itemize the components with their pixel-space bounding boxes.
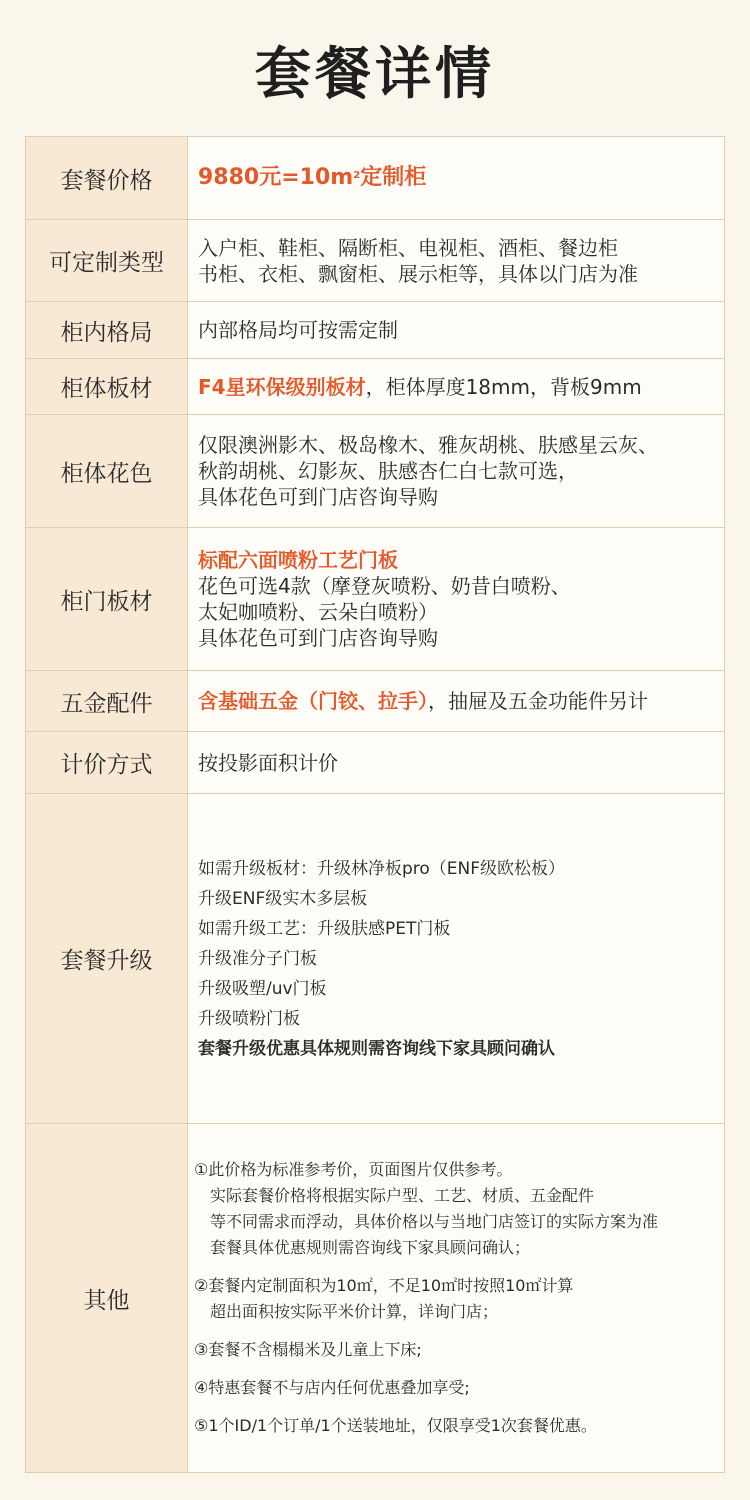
row-content xyxy=(188,528,724,670)
text-line: F4星环保级别板材，柜体厚度18mm，背板9mm xyxy=(198,374,642,399)
row-label: 柜门板材 xyxy=(26,528,188,670)
highlight-text: 含基础五金（门铰、拉手） xyxy=(198,689,428,713)
other-item-4: ④特惠套餐不与店内任何优惠叠加享受; xyxy=(194,1378,470,1397)
other-item-3: ③套餐不含榻榻米及儿童上下床; xyxy=(194,1340,422,1359)
text-line: 仅限澳洲影木、极岛橡木、雅灰胡桃、肤感星云灰、 xyxy=(198,433,658,457)
row-other xyxy=(26,1124,724,1472)
row-interior-layout xyxy=(26,302,724,359)
row-package-upgrade xyxy=(26,794,724,1124)
other-item-5: ⑤1个ID/1个订单/1个送装地址，仅限享受1次套餐优惠。 xyxy=(194,1416,597,1435)
upgrade-line: 如需升级工艺：升级肤感PET门板 xyxy=(198,918,451,939)
row-label: 五金配件 xyxy=(26,671,188,731)
other-item-1: ①此价格为标准参考价，页面图片仅供参考。 实际套餐价格将根据实际户型、工艺、材质、五金配件 等不同需求而浮动，具体价格以与当地门店签订的实际方案为准 套餐具体优惠规则需咨询线下家具顾问确认； xyxy=(194,1160,659,1257)
upgrade-line: 升级ENF级实木多层板 xyxy=(198,888,368,909)
highlight-text: F4星环保级别板材 xyxy=(198,374,366,399)
upgrade-line: 如需升级板材：升级林净板pro（ENF级欧松板） xyxy=(198,858,566,879)
text-line: 书柜、衣柜、飘窗柜、展示柜等，具体以门店为准 xyxy=(198,261,638,286)
row-label: 可定制类型 xyxy=(26,220,188,301)
row-label: 柜内格局 xyxy=(26,302,188,358)
package-details-table xyxy=(25,136,725,1473)
row-pricing-method xyxy=(26,732,724,794)
upgrade-note: 套餐升级优惠具体规则需咨询线下家具顾问确认 xyxy=(198,1038,555,1059)
row-hardware xyxy=(26,671,724,732)
row-content xyxy=(188,137,724,219)
row-content xyxy=(188,794,724,1123)
text-line: 花色可选4款（摩登灰喷粉、奶昔白喷粉、 xyxy=(198,574,571,598)
row-content xyxy=(188,220,724,301)
other-item-2: ②套餐内定制面积为10㎡，不足10㎡时按照10㎡计算 超出面积按实际平米价计算，详询门店； xyxy=(194,1276,574,1321)
upgrade-line: 升级喷粉门板 xyxy=(198,1008,300,1029)
row-label: 其他 xyxy=(26,1124,188,1472)
text-line: 太妃咖喷粉、云朵白喷粉） xyxy=(198,600,438,624)
row-content xyxy=(188,302,724,358)
text-line: 按投影面积计价 xyxy=(198,750,338,775)
row-cabinet-board xyxy=(26,359,724,415)
text-line: 入户柜、鞋柜、隔断柜、电视柜、酒柜、餐边柜 xyxy=(198,235,618,260)
row-door-board xyxy=(26,528,724,671)
package-price-value: 9880元$=10m^2$定制柜 xyxy=(198,165,427,190)
row-cabinet-colors xyxy=(26,415,724,528)
row-content xyxy=(188,671,724,731)
upgrade-line: 升级准分子门板 xyxy=(198,948,317,969)
row-content xyxy=(188,1124,724,1472)
text-line: 具体花色可到门店咨询导购 xyxy=(198,626,438,650)
row-content xyxy=(188,415,724,527)
upgrade-line: 升级吸塑/uv门板 xyxy=(198,978,327,999)
row-label: 套餐价格 xyxy=(26,137,188,219)
text-line: 含基础五金（门铰、拉手），抽屉及五金功能件另计 xyxy=(198,689,648,713)
row-label: 柜体花色 xyxy=(26,415,188,527)
row-label: 套餐升级 xyxy=(26,794,188,1123)
text-line: 内部格局均可按需定制 xyxy=(198,318,398,342)
page-title: 套餐详情 xyxy=(255,42,495,107)
text-line: 具体花色可到门店咨询导购 xyxy=(198,485,438,509)
row-label: 柜体板材 xyxy=(26,359,188,414)
row-content xyxy=(188,732,724,793)
row-package-price xyxy=(26,137,724,220)
row-customizable-types xyxy=(26,220,724,302)
row-label: 计价方式 xyxy=(26,732,188,793)
row-content xyxy=(188,359,724,414)
text-line: 秋韵胡桃、幻影灰、肤感杏仁白七款可选， xyxy=(198,459,578,483)
highlight-text: 标配六面喷粉工艺门板 xyxy=(198,548,398,572)
